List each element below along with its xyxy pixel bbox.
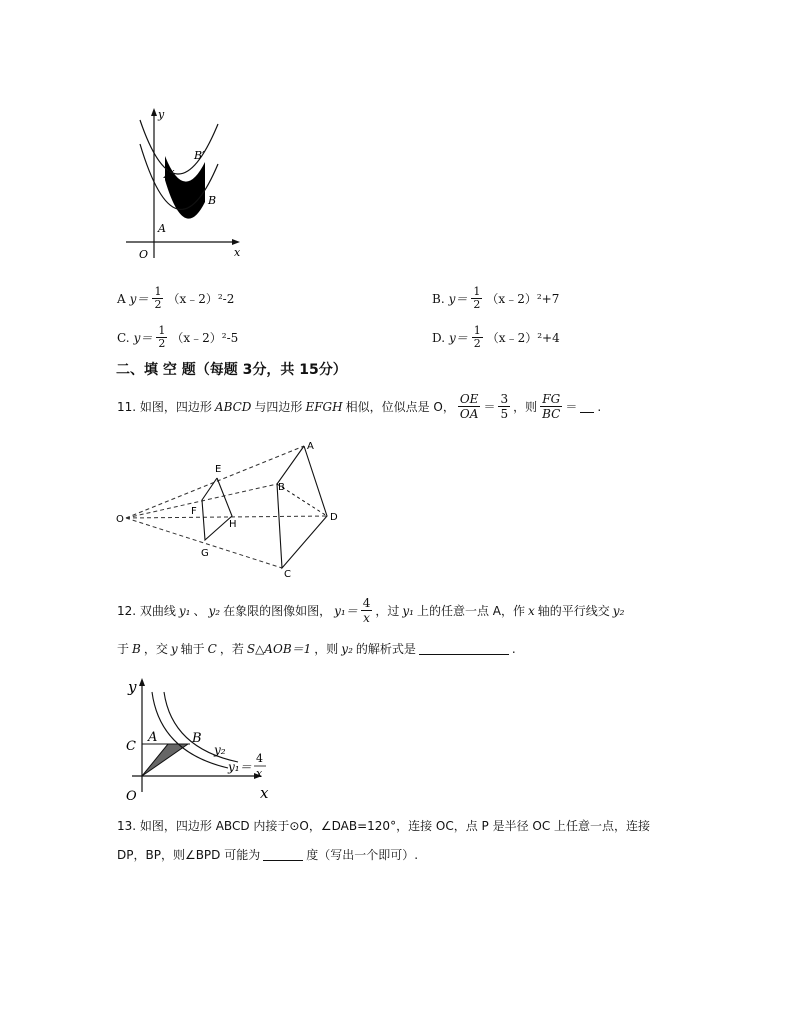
q12-y2: y₂: [341, 641, 353, 656]
fraction: [152, 286, 163, 311]
option-letter: D.: [432, 330, 446, 345]
answer-blank[interactable]: [419, 642, 509, 655]
label-o: O: [116, 514, 124, 525]
fraction: [471, 286, 482, 311]
y-axis-label: y: [128, 678, 137, 696]
q12-text: 轴的平行线交: [537, 604, 610, 618]
q12-text: 于: [117, 642, 130, 656]
fraction-denominator: 2: [154, 298, 162, 311]
label-g: G: [201, 548, 209, 559]
parabola-figure: [118, 104, 248, 264]
question-12-line2: [117, 640, 516, 657]
q12-text: ，若: [219, 642, 244, 656]
point-a-label: A: [148, 730, 158, 745]
q11-end: .: [597, 399, 602, 414]
x-axis-label: x: [260, 784, 269, 802]
fraction-denominator: OA: [459, 407, 479, 421]
y-axis-label: y: [158, 108, 165, 121]
q12-area: S△AOB＝1: [246, 642, 312, 656]
q12-text: 上的任意一点 A，作: [416, 604, 525, 618]
point-b-label: B: [192, 731, 202, 746]
point-a-prime-label: A′: [164, 168, 175, 181]
option-letter: A: [117, 291, 126, 306]
fraction-numerator: 4: [362, 596, 371, 610]
q11-quad-efgh: EFGH: [305, 399, 343, 414]
fraction-numerator: OE: [459, 392, 479, 406]
fraction-numerator: 1: [158, 324, 166, 337]
label-b: B: [278, 482, 285, 493]
fraction-denominator: 2: [473, 337, 481, 350]
curve-y1-denominator: x: [256, 767, 263, 780]
fraction-numerator: FG: [542, 392, 561, 406]
label-c: C: [284, 569, 291, 580]
label-h: H: [229, 519, 237, 530]
fraction-denominator: BC: [542, 407, 561, 421]
q12-x: x: [528, 603, 535, 618]
fraction: [458, 392, 481, 421]
q12-text: 在象限的图像如图，: [223, 604, 332, 618]
point-b-prime-label: B′: [194, 149, 205, 162]
section-title: 二、填 空 题（每题 3分，共 15分）: [116, 362, 347, 378]
fraction-numerator: 3: [500, 392, 509, 406]
question-13-line1: [117, 817, 650, 834]
label-a: A: [307, 441, 314, 452]
option-body: （x﹣2）²-2: [167, 292, 235, 306]
option-body: （x﹣2）²-5: [171, 331, 239, 345]
q13-text: 度（写出一个即可）.: [306, 848, 419, 862]
origin-label: O: [139, 248, 149, 261]
fraction-numerator: 1: [473, 324, 481, 337]
fraction-numerator: 1: [473, 285, 481, 298]
fraction-numerator: 1: [154, 285, 162, 298]
option-c: [117, 325, 238, 350]
q11-equals: ＝: [565, 400, 578, 414]
question-13-line2: [117, 846, 418, 863]
q11-text: 与四边形: [254, 400, 303, 414]
q12-text: 、: [193, 604, 206, 618]
q12-y: y: [170, 641, 178, 656]
fraction: [498, 392, 510, 421]
fraction: [540, 392, 562, 421]
q13-text: 13. 如图，四边形 ABCD 内接于⊙O，∠DAB=120°，连接 OC，点 P 是半径 OC 上任意一点，连接: [117, 819, 651, 833]
origin-label: O: [126, 789, 137, 804]
q13-text: DP，BP，则∠BPD 可能为: [117, 848, 261, 862]
option-prefix: y＝: [448, 292, 468, 306]
label-e: E: [215, 464, 222, 475]
option-b: [432, 286, 559, 311]
curve-y2-label: y₂: [214, 743, 226, 757]
q12-y1-equation: y₁＝: [334, 604, 358, 618]
homothety-figure: [112, 436, 352, 584]
fraction-denominator: 5: [500, 407, 509, 421]
q12-y1: y₁: [178, 603, 191, 618]
answer-blank[interactable]: [580, 400, 594, 413]
q12-text: ，则: [314, 642, 339, 656]
option-letter: C.: [117, 330, 130, 345]
question-12-line1: [117, 596, 624, 625]
option-letter: B.: [432, 291, 445, 306]
label-d: D: [330, 512, 338, 523]
q11-equals: ＝: [483, 400, 496, 414]
fraction-denominator: x: [363, 611, 370, 625]
question-11: [117, 392, 601, 421]
q12-point-c: C: [207, 641, 217, 656]
q12-y2: y₂: [612, 603, 625, 618]
q12-y2: y₂: [208, 603, 221, 618]
q12-y1: y₁: [402, 603, 414, 618]
fraction: [361, 596, 373, 625]
q12-point-b: B: [132, 641, 141, 656]
option-d: [432, 325, 560, 350]
answer-blank[interactable]: [263, 848, 303, 861]
fraction: [156, 325, 167, 350]
q12-text: ，交: [143, 642, 168, 656]
option-prefix: y＝: [133, 331, 153, 345]
curve-y1-label: y₁＝: [228, 760, 252, 774]
hyperbola-figure: [118, 676, 278, 804]
q11-text: 11. 如图，四边形: [117, 400, 212, 414]
fraction: [472, 325, 483, 350]
curve-y1-numerator: 4: [256, 752, 263, 765]
option-body: （x﹣2）²+4: [486, 331, 560, 345]
option-prefix: y＝: [129, 292, 149, 306]
q11-quad-abcd: ABCD: [214, 399, 252, 414]
q12-end: .: [511, 641, 516, 656]
x-axis-label: x: [234, 246, 241, 259]
option-a: [117, 286, 234, 311]
point-c-label: C: [126, 739, 136, 754]
point-a-label: A: [158, 222, 166, 235]
fraction-denominator: 2: [473, 298, 481, 311]
option-body: （x﹣2）²+7: [486, 292, 560, 306]
q12-text: 12. 双曲线: [117, 604, 176, 618]
q12-text: ，过: [375, 604, 400, 618]
label-f: F: [191, 506, 197, 517]
q11-text: ，则: [513, 400, 538, 414]
q12-text: 轴于: [180, 642, 205, 656]
q11-text: 相似，位似点是 O，: [345, 400, 455, 414]
q12-text: 的解析式是: [355, 642, 416, 656]
option-prefix: y＝: [449, 331, 468, 345]
point-b-label: B: [208, 194, 217, 207]
fraction-denominator: 2: [158, 337, 166, 350]
